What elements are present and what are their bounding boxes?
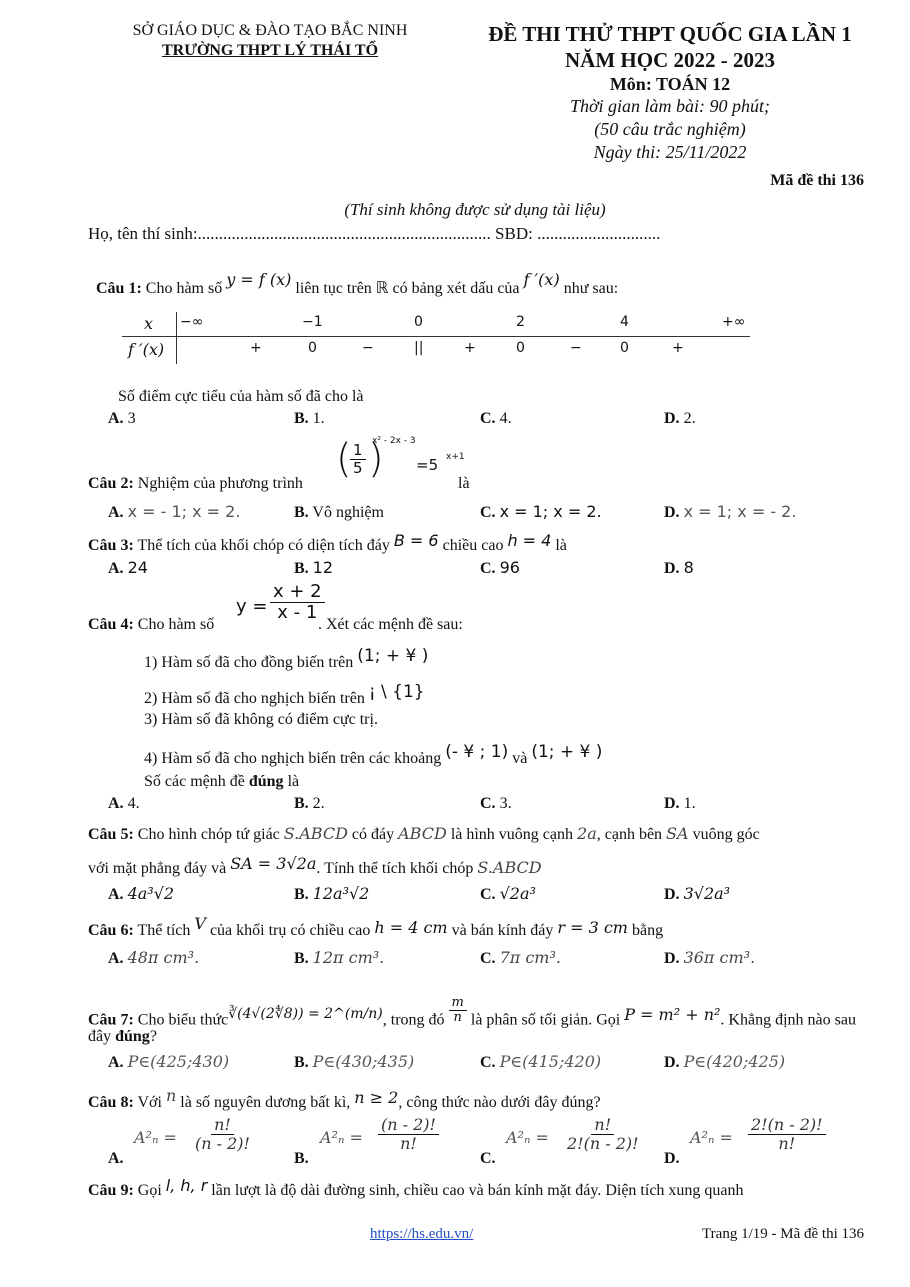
question-5-stem: Câu 5: Cho hình chóp tứ giác S.ABCD có đáy ABCD là hình vuông cạnh 2a, cạnh bên SA vuông góc [88, 824, 760, 843]
q2-exponent: x² - 2x - 3 [372, 436, 416, 446]
q4-statement-4: 4) Hàm số đã cho nghịch biến trên các khoảng (- ¥ ; 1) và (1; + ¥ ) [144, 742, 603, 767]
exam-code: Mã đề thi 136 [770, 172, 864, 189]
q3-option-a[interactable]: A. 24 [108, 558, 148, 577]
q7-option-b[interactable]: B. P∈(430;435) [294, 1052, 415, 1071]
question-2-stem: Câu 2: Nghiệm của phương trình [88, 475, 303, 492]
q5-option-a[interactable]: A. 4a³√2 [108, 884, 175, 903]
q6-option-d[interactable]: D. 36π cm³. [664, 948, 756, 967]
table-cell: f ′(x) [128, 340, 165, 359]
question-3-stem: Câu 3: Thể tích của khối chóp có diện tích đáy B = 6 chiều cao h = 4 là [88, 531, 567, 554]
q4-statement-3: 3) Hàm số đã không có điểm cực trị. [144, 711, 378, 728]
table-cell: 0 [620, 340, 629, 356]
q1-option-a[interactable]: A. 3 [108, 410, 136, 427]
q8-option-d[interactable]: D. A²ₙ = $\frac{2!(n - 2)!}{n!}$ [664, 1112, 834, 1170]
table-cell: || [414, 340, 424, 356]
table-cell: 0 [414, 314, 423, 330]
q7-fraction: $\frac{m}{n}$ [449, 996, 467, 1026]
q4-option-a[interactable]: A. 4. [108, 795, 140, 812]
exam-note: (Thí sinh không được sử dụng tài liệu) [344, 200, 606, 219]
footer-link[interactable]: https://hs.edu.vn/ [370, 1226, 474, 1242]
q2-option-d[interactable]: D. x = 1; x = - 2. [664, 502, 797, 521]
table-cell: + [672, 340, 684, 356]
q2-rhs: =5 [416, 456, 439, 474]
school-year: NĂM HỌC 2022 - 2023 [565, 48, 775, 72]
q4-tail: . Xét các mệnh đề sau: [318, 616, 463, 633]
subject: Môn: TOÁN 12 [609, 74, 731, 94]
table-cell: + [464, 340, 476, 356]
time-limit: Thời gian làm bài: 90 phút; [569, 96, 771, 116]
table-cell: − [362, 340, 374, 356]
exam-date: Ngày thi: 25/11/2022 [593, 142, 747, 162]
q7-option-d[interactable]: D. P∈(420;425) [664, 1052, 786, 1071]
question-7-stem-line2: đây đúng? [88, 1028, 157, 1045]
q3-option-c[interactable]: C. 96 [480, 558, 520, 577]
q2-option-b[interactable]: B. Vô nghiệm [294, 504, 384, 521]
q5-option-c[interactable]: C. √2a³ [480, 884, 536, 903]
question-8-stem: Câu 8: Với n là số nguyên dương bất kì, n ≥ 2, công thức nào dưới đây đúng? [88, 1086, 601, 1111]
candidate-line: Họ, tên thí sinh:..................................................................... SBD: ............................. [88, 224, 661, 243]
table-cell: x [144, 314, 154, 333]
q1-option-d[interactable]: D. 2. [664, 410, 696, 427]
table-divider [122, 336, 750, 337]
question-1-ask: Số điểm cực tiểu của hàm số đã cho là [118, 388, 364, 405]
sign-table [122, 312, 750, 364]
table-cell: − [570, 340, 582, 356]
question-7-stem: Câu 7: Cho biểu thức∛(4√(2∜8)) = 2^(m/n), trong đó $\frac{m}{n}$ là phân số tối giản. Gọi P = m² + n². Khẳng định nào sau [88, 995, 856, 1029]
q6-option-b[interactable]: B. 12π cm³. [294, 948, 385, 967]
q3-option-d[interactable]: D. 8 [664, 558, 694, 577]
q8-option-b[interactable]: B. A²ₙ = $\frac{(n - 2)!}{n!}$ [294, 1112, 464, 1170]
question-1-stem: Câu 1: Cho hàm số y = f (x) liên tục trên ℝ có bảng xét dấu của f ′(x) như sau: [96, 270, 619, 297]
table-cell: 4 [620, 314, 629, 330]
exam-title: ĐỀ THI THỬ THPT QUỐC GIA LẦN 1 [488, 22, 852, 46]
table-cell: +∞ [722, 314, 746, 330]
q7-option-c[interactable]: C. P∈(415;420) [480, 1052, 602, 1071]
question-6-stem: Câu 6: Thể tích V của khối trụ có chiều cao h = 4 cm và bán kính đáy r = 3 cm bằng [88, 914, 664, 939]
q8-option-a[interactable]: A. A²ₙ = $\frac{n!}{(n - 2)!}$ [108, 1115, 250, 1167]
q7-expression: ∛(4√(2∜8)) = 2^(m/n) [228, 1006, 383, 1023]
table-cell: 0 [516, 340, 525, 356]
q1-option-c[interactable]: C. 4. [480, 410, 512, 427]
question-count: (50 câu trắc nghiệm) [594, 119, 746, 139]
q2-rhs-exp: x+1 [446, 452, 465, 462]
question-5-stem-line2: với mặt phẳng đáy và SA = 3√2a. Tính thể tích khối chóp S.ABCD [88, 854, 542, 877]
q4-option-c[interactable]: C. 3. [480, 795, 512, 812]
paren-right: ) [368, 436, 384, 482]
q6-option-c[interactable]: C. 7π cm³. [480, 948, 561, 967]
table-cell: 0 [308, 340, 317, 356]
q5-option-d[interactable]: D. 3√2a³ [664, 884, 731, 903]
table-cell: −1 [302, 314, 323, 330]
exam-page: SỞ GIÁO DỤC & ĐÀO TẠO BẮC NINH TRƯỜNG THPT LÝ THÁI TỔ ĐỀ THI THỬ THPT QUỐC GIA LẦN 1 NĂM HỌC 2022 - 2023 Môn: TOÁN 12 Thời gian làm bài: 90 phút; (50 câu trắc nghiệm) Ngày thi: 25/11/2022 Mã đề thi 136 (Thí sinh không được sử dụng tài liệu) Họ, tên thí sinh:..................................................................... SBD: ............................. Câu 1: Cho hàm số y = f (x) liên tục trên ℝ có bảng xét dấu của f ′(x) như sau: x −∞ −1 0 2 4 +∞ f ′(x) + 0 − || + 0 − 0 + Số điểm cực tiểu của hàm số đã cho là A. 3 B. 1. C. 4. D. 2. Câu 2: Nghiệm của phương trình ( $\frac{1}{5}$ ) x² - 2x - 3 =5 x+1 là A. x = - 1; x = 2. B. Vô nghiệm C. x = 1; x = 2. D. x = 1; x = - 2. Câu 3: Thể tích của khối chóp có diện tích đáy B = 6 chiều cao h = 4 là A. 24 B. 12 C. 96 D. 8 Câu 4: Cho hàm số y = $\frac{x + 2}{x - 1}$ . Xét các mệnh đề sau: 1) Hàm số đã cho đồng biến trên (1; + ¥ ) 2) Hàm số đã cho nghịch biến trên ¡ \ {1} 3) Hàm số đã không có điểm cực trị. 4) Hàm số đã cho nghịch biến trên các khoảng (- ¥ ; 1) và (1; + ¥ ) Số các mệnh đề đúng là A. 4. B. 2. C. 3. D. 1. Câu 5: Cho hình chóp tứ giác S.ABCD có đáy ABCD là hình vuông cạnh 2a, cạnh bên SA vuông góc với mặt phẳng đáy và SA = 3√2a. Tính thể tích khối chóp S.ABCD A. 4a³√2 B. 12a³√2 C. √2a³ D. 3√2a³ Câu 6: Thể tích V của khối trụ có chiều cao h = 4 cm và bán kính đáy r = 3 cm bằng A. 48π cm³. B. 12π cm³. C. 7π cm³. D. 36π cm³. Câu 7: Cho biểu thức∛(4√(2∜8)) = 2^(m/n), trong đó $\frac{m}{n}$ là phân số tối giản. Gọi P = m² + n². Khẳng định nào sau đây đúng? A. P∈(425;430) B. P∈(430;435) C. P∈(415;420) D. P∈(420;425) Câu 8: Với n là số nguyên dương bất kì, n ≥ 2, công thức nào dưới đây đúng? A. A²ₙ = $\frac{n!}{(n - 2)!}$ B. A²ₙ = $\frac{(n - 2)!}{n!}$ C. A²ₙ = $\frac{n!}{2!(n - 2)!}$ D. A²ₙ = $\frac{2!(n - 2)!}{n!}$ Câu 9: Gọi l, h, r lần lượt là độ dài đường sinh, chiều cao và bán kính mặt đáy. Diện tích xung quanh https://hs.edu.vn/ Trang 1/19 - Mã đề thi 136 [0, 0, 910, 1287]
q4-statement-2: 2) Hàm số đã cho nghịch biến trên ¡ \ {1} [144, 682, 425, 707]
question-4-stem: Câu 4: Cho hàm số [88, 616, 215, 633]
table-cell: + [250, 340, 262, 356]
q4-option-b[interactable]: B. 2. [294, 795, 325, 812]
q3-option-b[interactable]: B. 12 [294, 558, 334, 577]
q1-option-b[interactable]: B. 1. [294, 410, 325, 427]
q4-ask: Số các mệnh đề đúng là [144, 773, 300, 790]
footer-page-number: Trang 1/19 - Mã đề thi 136 [702, 1226, 864, 1242]
q2-tail: là [458, 475, 470, 492]
school-name: TRƯỜNG THPT LÝ THÁI TỔ [161, 42, 379, 59]
q4-option-d[interactable]: D. 1. [664, 795, 696, 812]
q6-option-a[interactable]: A. 48π cm³. [108, 948, 200, 967]
q7-option-a[interactable]: A. P∈(425;430) [108, 1052, 230, 1071]
q2-fraction: $\frac{1}{5}$ [350, 442, 366, 476]
table-vline [176, 312, 177, 364]
q2-option-a[interactable]: A. x = - 1; x = 2. [108, 502, 241, 521]
q4-fraction: $\frac{x + 2}{x - 1}$ [270, 582, 325, 623]
table-cell: 2 [516, 314, 525, 330]
table-cell: −∞ [180, 314, 204, 330]
paren-left: ( [336, 436, 352, 482]
q5-option-b[interactable]: B. 12a³√2 [294, 884, 370, 903]
q2-option-c[interactable]: C. x = 1; x = 2. [480, 502, 602, 521]
q8-option-c[interactable]: C. A²ₙ = $\frac{n!}{2!(n - 2)!}$ [480, 1115, 639, 1167]
department-name: SỞ GIÁO DỤC & ĐÀO TẠO BẮC NINH [132, 22, 408, 39]
question-9-stem: Câu 9: Gọi l, h, r lần lượt là độ dài đường sinh, chiều cao và bán kính mặt đáy. Diện tích xung quanh [88, 1176, 744, 1199]
q4-statement-1: 1) Hàm số đã cho đồng biến trên (1; + ¥ ) [144, 646, 429, 671]
